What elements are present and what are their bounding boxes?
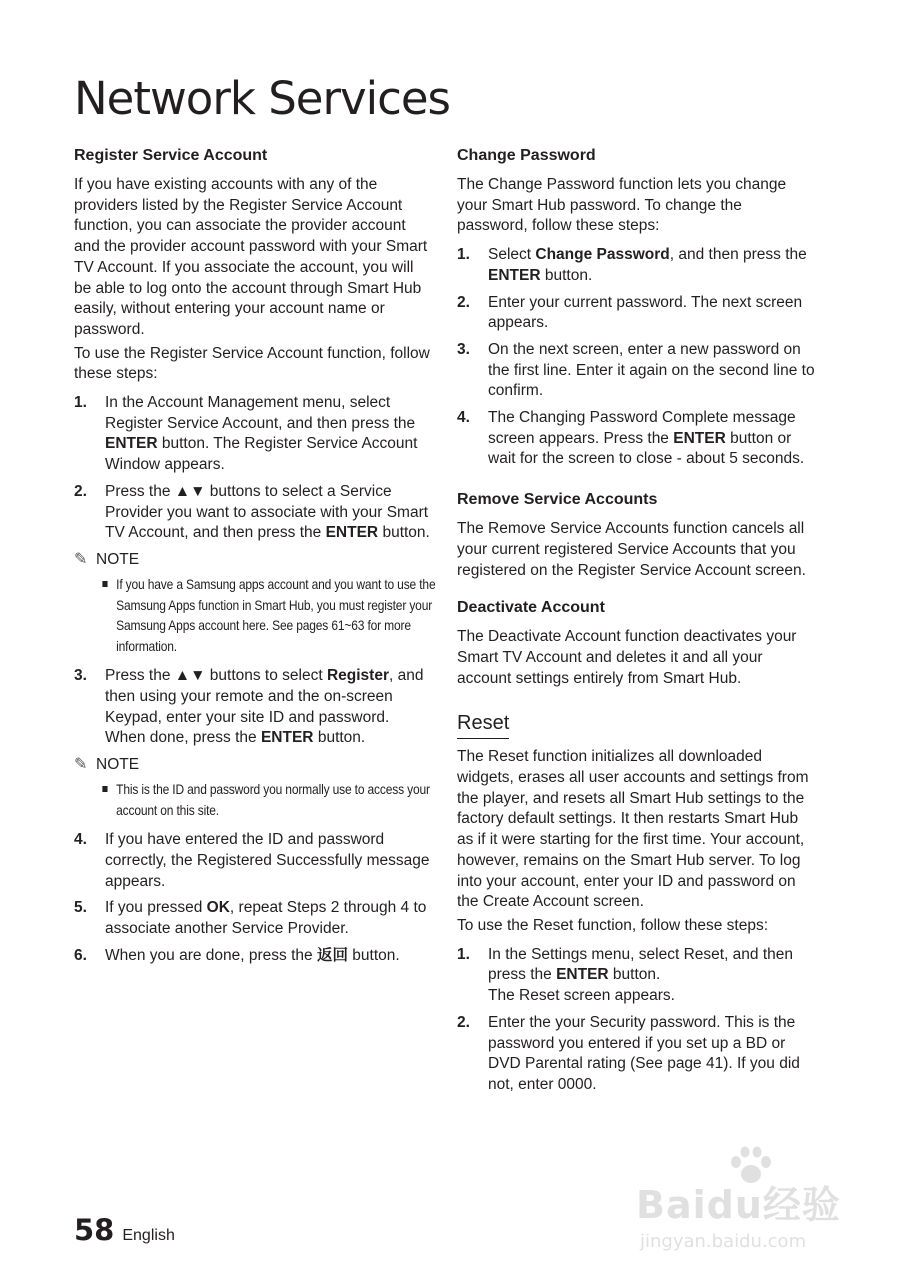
step-text: , repeat Steps 2 through 4 to associate another Service Provider. [105, 899, 427, 938]
reset-intro: The Reset function initializes all downloaded widgets, erases all user accounts and settings from the player, and resets all Smart Hub settings to the factory default settings. It then restarts Smart Hub as if it were starting for the first time. Your account, however, remains on the Smart Hub server. To log into your account, enter your ID and password on the Create Account screen. [457, 748, 809, 911]
step-number: 1. [457, 945, 470, 963]
register-instructions: To use the Register Service Account function, follow these steps: [74, 344, 430, 383]
list-item [457, 293, 815, 334]
step-text: Press the ▲▼ buttons to select a Service Provider you want to associate with your Smart TV Account, and then press the [105, 482, 429, 542]
step-text: When you are done, press the [105, 946, 317, 964]
step-bold: ENTER [325, 524, 379, 542]
pencil-icon: ✎ [74, 550, 88, 568]
register-steps-final [74, 830, 430, 966]
step-number: 2. [457, 293, 470, 311]
step-text: button. [313, 729, 366, 747]
step-number: 1. [457, 246, 470, 264]
change-password-steps [457, 245, 815, 470]
square-bullet-icon [102, 786, 107, 792]
step-bold: OK [206, 899, 230, 917]
step-text: On the next screen, enter a new password on the first line. Enter it again on the second line to confirm. [488, 340, 815, 400]
deactivate-heading: Deactivate Account [457, 599, 605, 617]
list-item [74, 898, 430, 939]
step-text: button. [608, 966, 661, 984]
page-language: English [122, 1227, 175, 1244]
list-item [457, 340, 815, 402]
step-text: In the Account Management menu, select Register Service Account, and then press the [105, 394, 416, 432]
step-bold: ENTER [488, 266, 541, 284]
step-number: 2. [74, 482, 87, 500]
note-text: If you have a Samsung apps account and you want to use the Samsung Apps function in Smart Hub, you must register your Samsung Apps account here. See pages 61~63 for more information. [116, 575, 436, 654]
page-footer [74, 1213, 175, 1247]
step-text: The Reset screen appears. [488, 987, 675, 1005]
step-number: 3. [74, 667, 87, 685]
list-item [457, 945, 815, 1007]
note-items [74, 779, 430, 820]
step-bold: ENTER [260, 729, 314, 747]
step-number: 1. [74, 394, 87, 412]
step-bold: Register [326, 667, 389, 685]
remove-accounts-text: The Remove Service Accounts function cancels all your current registered Service Accounts that you registered on the Register Service Account screen. [457, 520, 806, 579]
register-steps-cont [74, 666, 430, 749]
step-number: 6. [74, 946, 87, 964]
baidu-watermark [636, 1148, 852, 1252]
change-password-heading: Change Password [457, 147, 596, 164]
step-number: 3. [457, 340, 470, 358]
step-bold: Change Password [535, 246, 670, 264]
step-text: Press the ▲▼ buttons to select [105, 667, 327, 685]
step-text: button. The Register Service Account Window appears. [105, 435, 418, 474]
register-heading: Register Service Account [74, 147, 268, 164]
list-item [74, 830, 430, 892]
change-password-intro: The Change Password function lets you change your Smart Hub password. To change the password, follow these steps: [457, 176, 787, 235]
deactivate-text: The Deactivate Account function deactivates your Smart TV Account and deletes it and all your account settings entirely from Smart Hub. [457, 628, 797, 687]
paw-icon [726, 1146, 776, 1186]
note-label: NOTE [96, 756, 140, 774]
pencil-icon: ✎ [74, 756, 88, 774]
page-number: 58 [74, 1213, 115, 1247]
step-text: Enter the your Security password. This is the password you entered if you set up a BD or DVD Parental rating (See page 41). If you did not, enter 0000. [488, 1013, 800, 1093]
step-number: 5. [74, 899, 87, 917]
step-text: button. [540, 266, 593, 284]
watermark-logo: Baidu经验 [636, 1183, 841, 1227]
step-number: 4. [457, 409, 470, 427]
watermark-url: jingyan.baidu.com [640, 1231, 807, 1252]
note-text: This is the ID and password you normally use to access your account on this site. [116, 781, 430, 818]
list-item [74, 666, 430, 749]
list-item [457, 408, 815, 470]
step-text: Select [488, 246, 536, 264]
reset-instructions: To use the Reset function, follow these steps: [457, 916, 769, 934]
note-items [74, 574, 436, 656]
list-item [457, 1013, 815, 1096]
step-bold: ENTER [673, 429, 726, 447]
step-text: If you have entered the ID and password correctly, the Registered Successfully message appears. [105, 831, 430, 890]
step-text: , and then press the [669, 246, 807, 264]
note-item [74, 779, 468, 820]
register-intro: If you have existing accounts with any of the providers listed by the Register Service Account function, you can associate the provider account and the provider account password with your Smart TV Account. If you associate the account, you will be able to log onto the account through Smart Hub easily, without entering your account name or password. [74, 176, 428, 338]
reset-title: Reset [457, 710, 509, 739]
step-text: button or wait for the screen to close - about 5 seconds. [488, 429, 805, 468]
step-text: In the Settings menu, select Reset, and then press the [488, 945, 794, 984]
list-item [74, 393, 430, 476]
step-text: Enter your current password. The next screen appears. [488, 293, 803, 332]
remove-accounts-heading: Remove Service Accounts [457, 491, 658, 509]
step-text: button. [378, 524, 430, 542]
step-number: 2. [457, 1013, 470, 1031]
step-text: If you pressed [105, 899, 207, 917]
right-column [457, 146, 815, 1102]
step-bold: 返回 [316, 946, 348, 964]
note-item [74, 574, 468, 656]
note-header [74, 550, 430, 570]
step-text: , and then using your remote and the on-screen Keypad, enter your site ID and password. When done, press the [105, 667, 424, 747]
step-text: The Changing Password Complete message screen appears. Press the [488, 409, 796, 447]
left-column [74, 146, 436, 973]
square-bullet-icon [102, 581, 107, 587]
step-bold: ENTER [105, 435, 158, 453]
list-item [457, 245, 815, 286]
note-label: NOTE [96, 550, 140, 568]
step-bold: ENTER [556, 966, 609, 984]
page-title: Network Services [74, 72, 450, 125]
reset-steps [457, 945, 815, 1096]
register-steps [74, 393, 430, 544]
step-number: 4. [74, 831, 87, 849]
step-text: button. [347, 946, 400, 964]
list-item [74, 482, 430, 544]
note-header [74, 755, 430, 775]
note-block [74, 755, 430, 820]
list-item [74, 946, 430, 967]
note-block [74, 550, 436, 656]
